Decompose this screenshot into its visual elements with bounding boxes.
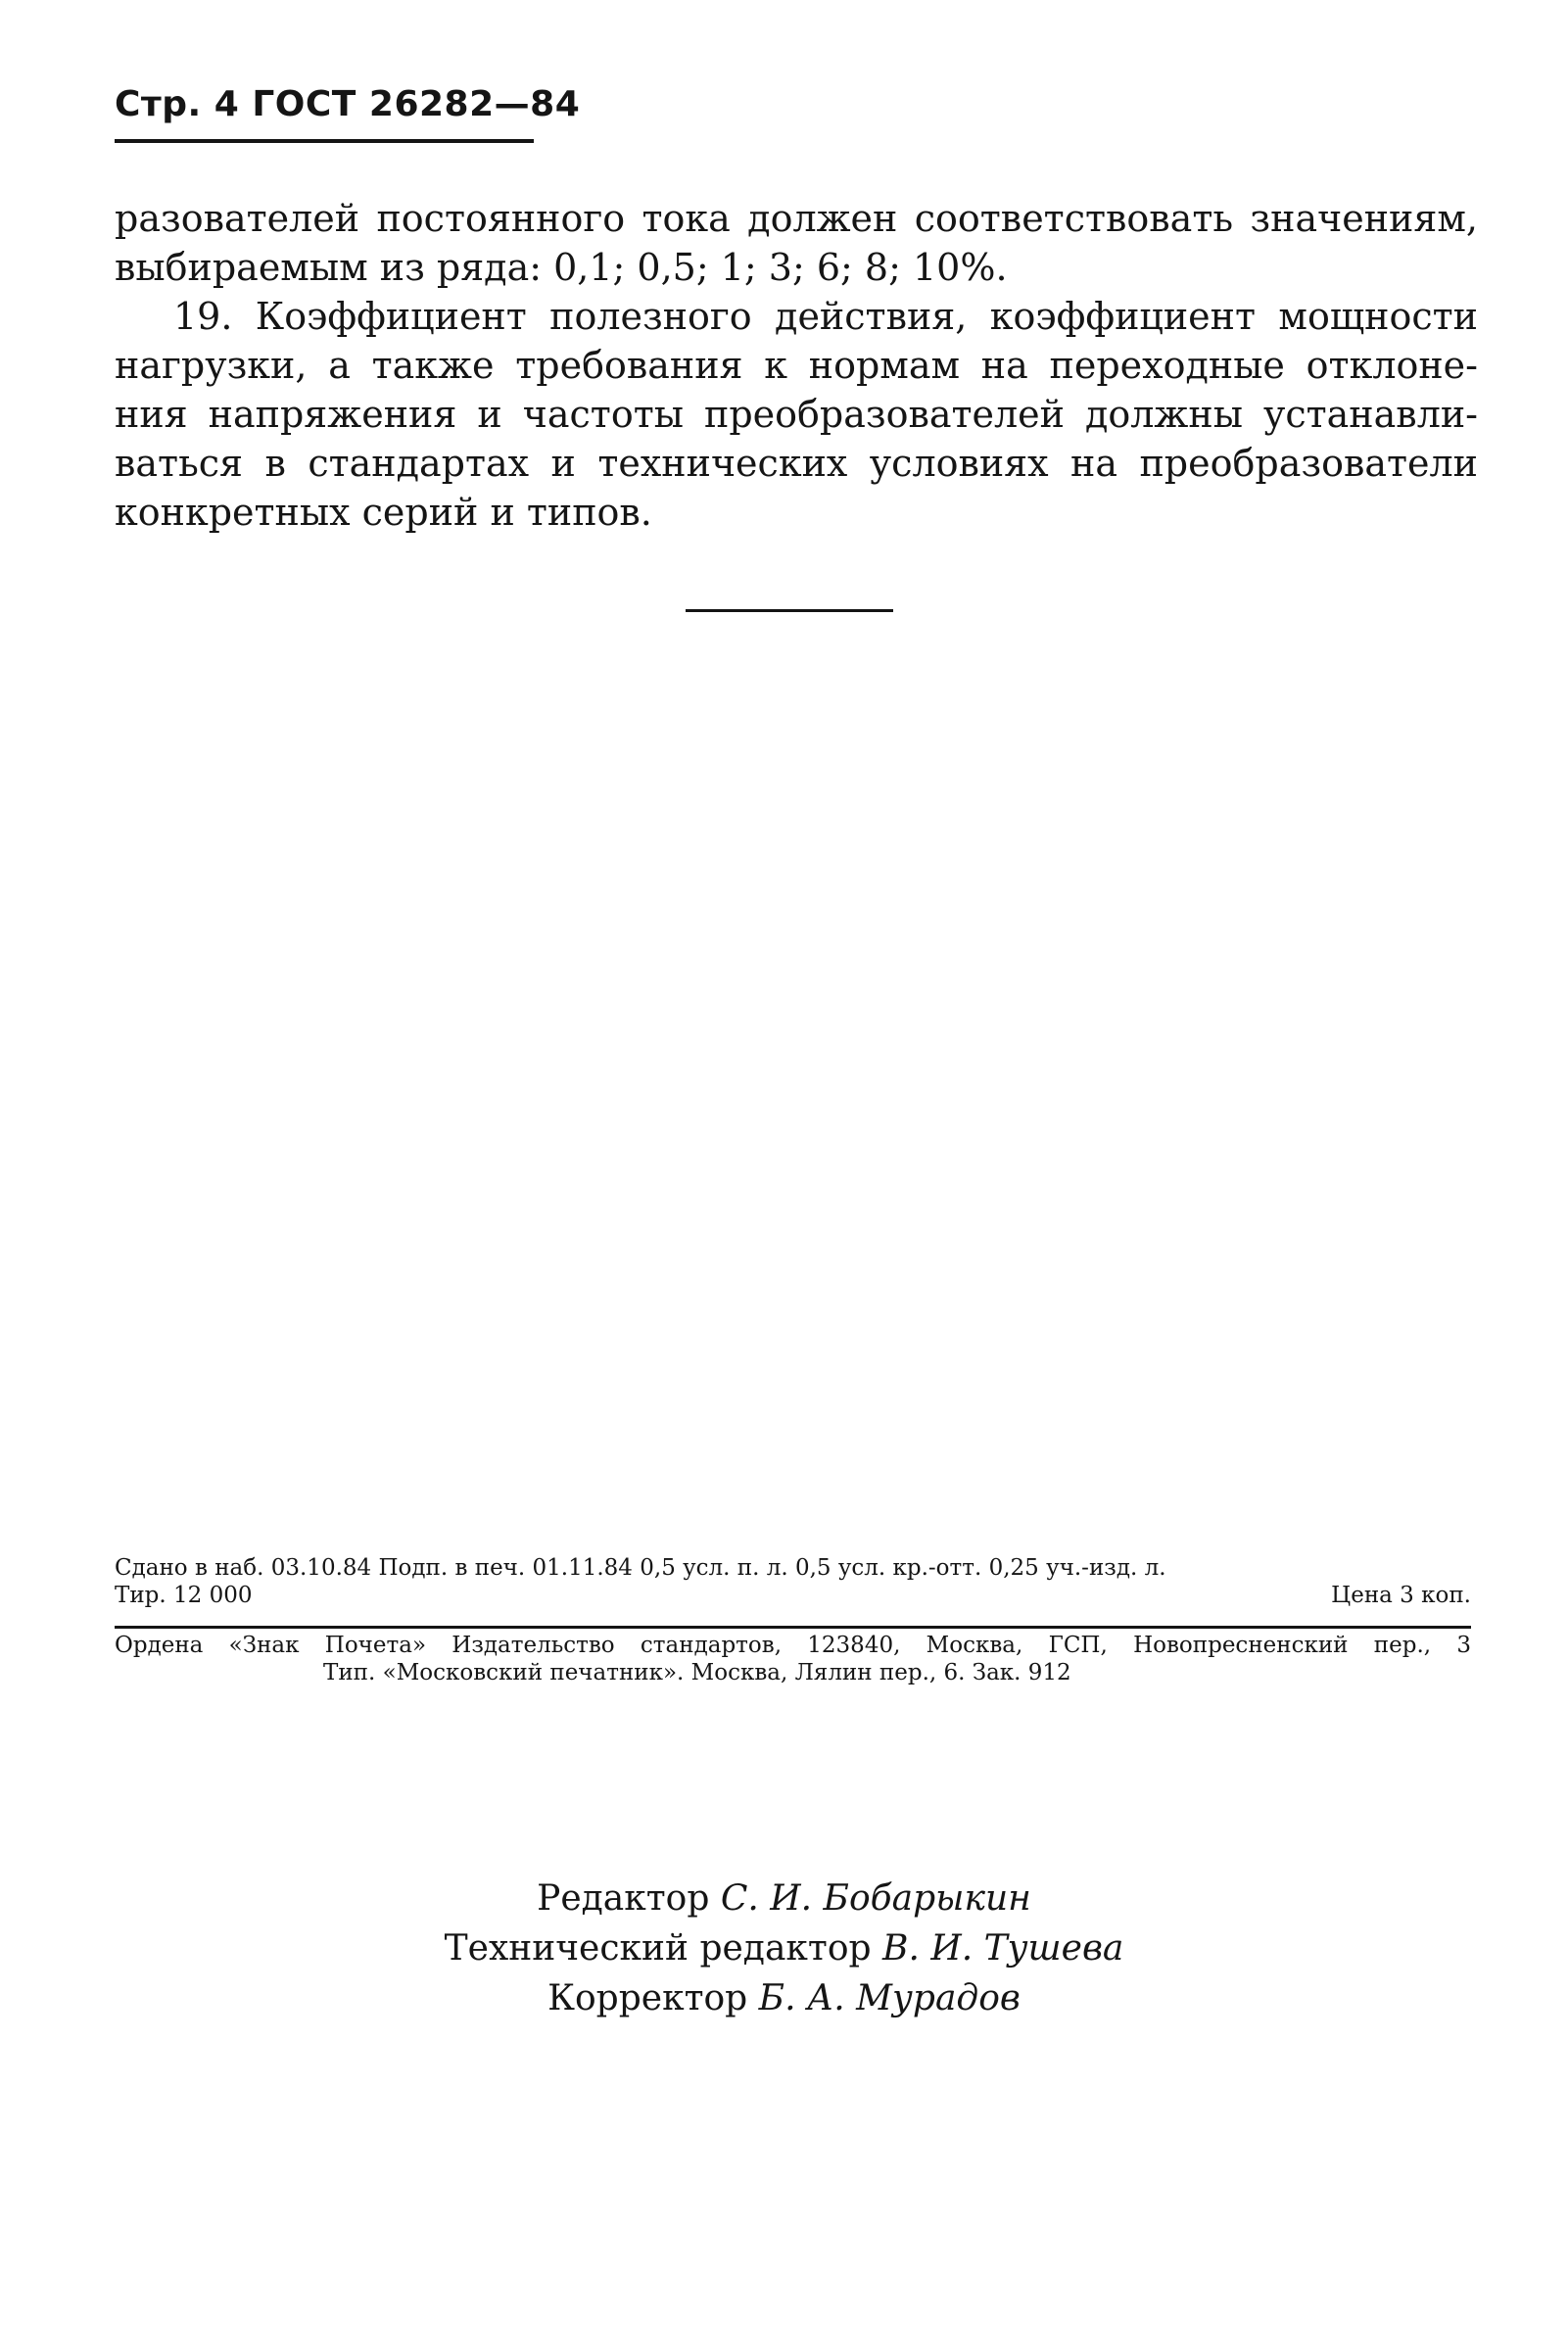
editor-role: Редактор <box>537 1878 710 1919</box>
tech-editor-credit <box>0 1923 1568 1973</box>
body-line: разователей постоянного тока должен соответствовать значениям, <box>115 197 1478 240</box>
tech-editor-role: Технический редактор <box>444 1928 872 1969</box>
paragraph-19-line: 19. Коэффициент полезного действия, коэффициент мощности <box>173 295 1478 338</box>
body-line: ваться в стандартах и технических условиях на преобразователи <box>115 442 1478 485</box>
publisher-line: Ордена «Знак Почета» Издательство стандартов, 123840, Москва, ГСП, Новопресненский пер., 3 <box>115 1633 1471 1658</box>
proofreader-name: Б. А. Мурадов <box>758 1978 1021 2018</box>
body-line: выбираемым из ряда: 0,1; 0,5; 1; 3; 6; 8; 10%. <box>115 246 1008 289</box>
printer-line: Тип. «Московский печатник». Москва, Лялин пер., 6. Зак. 912 <box>323 1660 1071 1685</box>
header-rule <box>115 139 534 143</box>
imprint-price: Цена 3 коп. <box>1331 1583 1471 1608</box>
page-header: Стр. 4 ГОСТ 26282—84 <box>115 84 581 124</box>
imprint-circulation: Тир. 12 000 <box>115 1583 253 1608</box>
imprint-block <box>115 1554 1471 1609</box>
body-text <box>115 194 1478 537</box>
credits-block <box>0 1874 1568 2023</box>
imprint-rule <box>115 1626 1471 1629</box>
proofreader-credit <box>0 1973 1568 2023</box>
body-line: ния напряжения и частоты преобразователей должны устанавли- <box>115 393 1478 436</box>
imprint-row <box>115 1582 1471 1609</box>
editor-name: С. И. Бобарыкин <box>720 1878 1031 1919</box>
editor-credit <box>0 1874 1568 1923</box>
publisher-block <box>115 1632 1471 1686</box>
body-line: нагрузки, а также требования к нормам на переходные отклоне- <box>115 344 1478 387</box>
section-divider <box>686 609 893 612</box>
proofreader-role: Корректор <box>547 1978 748 2018</box>
body-line: конкретных серий и типов. <box>115 491 652 534</box>
tech-editor-name: В. И. Тушева <box>882 1928 1124 1969</box>
imprint-dates: Сдано в наб. 03.10.84 Подп. в печ. 01.11.84 0,5 усл. п. л. 0,5 усл. кр.-отт. 0,25 уч.-изд. л. <box>115 1555 1166 1581</box>
